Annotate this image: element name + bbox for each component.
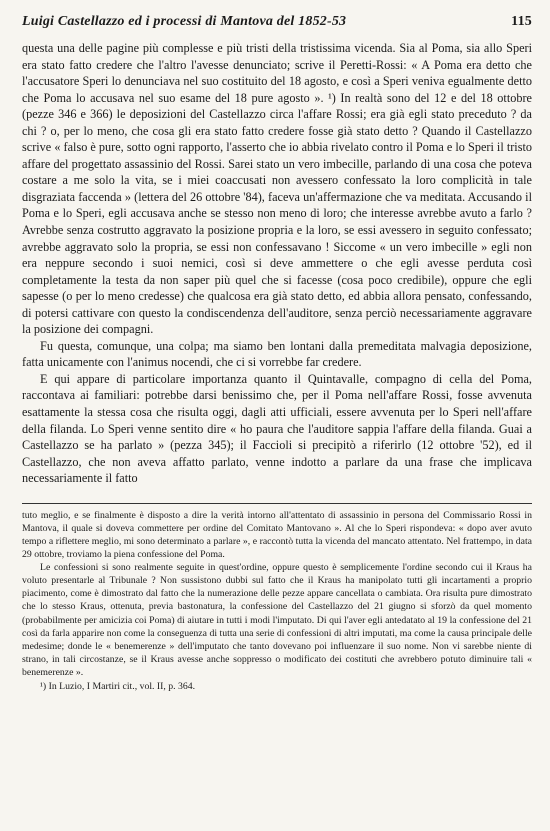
footnote-reference: ¹) In Luzio, I Martiri cit., vol. II, p. 364. — [40, 680, 196, 692]
footnotes — [22, 509, 532, 693]
footnote-paragraph: Le confessioni si sono realmente seguite in quest'ordine, oppure questo è semplicemente l'ordine secondo cui il Kraus ha voluto presentarle al Tribunale ? Non sussistono dubbi sul fatto che il Kraus ha manipolato tutti gli incartamenti a proprio piacimento, come è dimostrato dal fatto che la numerazione delle pezze appare cancellata o cambiata. Ora risulta pure dimostrato che lo stesso Kraus, ottenuta, previa bastonatura, la confessione del Castellazzo del 21 giugno si sforzò da quel momento (probabilmente per amicizia coi Poma) di aiutare in tutti i modi l'imputato. Di qui l'aver egli antedatato al 19 la confessione del 21 così da farla apparire non come la conseguenza di tutta una serie di confessioni di altri imputati, ma come la causa principale delle medesime; donde le « benemerenze » dell'imputato che tanto dovevano poi influenzare il suo nome. Non vi sarebbe niente di strano, in tali circostanze, se il Kraus avesse anche soppresso o modificato dei costituti che avrebbero potuto diminuire tali « benemerenze ». — [22, 562, 532, 678]
body-paragraph: questa una delle pagine più complesse e più tristi della tristissima vicenda. Sia al Poma, sia allo Speri era stato fatto credere che l'altro l'avesse denunciato; scrive il Peretti-Rossi: « A Poma era detto che l'accusatore Speri lo denunciava nel suo costituito del 18 agosto, e così a Speri veniva egualmente detto che Poma lo accusava nel suo esame del 18 pure agosto ». ¹) In realtà sono del 12 e del 18 ottobre (pezze 346 e 366) le deposizioni del Castellazzo circa l'affare Rossi; era già egli stato preceduto ? da chi ? o, per lo meno, che cosa gli era stato fatto credere fosse già stato detto ? Quando il Castellazzo scrive « falso è pure, sotto ogni rapporto, l'asserto che io abbia rivelato contro il Poma e lo Speri il tristo affare del progettato assassinio del Rossi. Sarei stato un vero imbecille, parlando di una cosa che poteva costare a me solo la vita, se i miei coaccusati non avessero confessato la loro complicità in tale disgraziata faccenda » (lettera del 26 ottobre '84), faceva un'affermazione che va meditata. Accusando il Poma e lo Speri, egli accusava anche se stesso non meno di loro; che interesse avrebbe avuto a farlo ? Avrebbe senza costrutto aggravato la posizione propria e la loro, se essi avessero in seguito confessato; avrebbe aggravato solo la propria, se essi non confessavano ! Siccome « un vero imbecille » egli non era neppure secondo i suoi nemici, così si deve ammettere o che egli avesse perduta così completamente la testa da non saper più quel che si facesse (cosa poco credibile), oppure che egli sapesse (o per lo meno credesse) che qualcosa era già stato detto, ed abbia allora pensato, confessando, di potersi cattivare con questo la condiscendenza dell'auditore, senza perciò necessariamente aggravare la posizione dei compagni. — [22, 41, 532, 337]
page-number: 115 — [511, 14, 532, 29]
body-paragraph: Fu questa, comunque, una colpa; ma siamo ben lontani dalla premeditata malvagia deposizione, fatta unicamente con l'animus nocendi, che ci si vorrebbe far credere. — [22, 338, 532, 370]
document-page — [22, 14, 532, 693]
footnote-divider — [22, 503, 532, 504]
page-header — [22, 14, 532, 30]
footnote-paragraph: tuto meglio, e se finalmente è disposto a dire la verità intorno all'attentato di assassinio in persona del Commissario Rossi in Mantova, il quale si doveva commettere per ordine del Comitato Mantovano ». Al che lo Speri rispondeva: « dopo aver avuto tempo a riflettere meglio, mi sono determinato a parlare », e raccontò tutta la vicenda del mancato attentato. Nel frattempo, in data 29 ottobre, troviamo la piena confessione del Poma. — [22, 509, 532, 561]
main-text — [22, 40, 532, 487]
running-title: Luigi Castellazzo ed i processi di Mantova del 1852-53 — [22, 14, 347, 29]
body-paragraph: E qui appare di particolare importanza quanto il Quintavalle, compagno di cella del Poma, raccontava ai familiari: potrebbe darsi benissimo che, per il Poma nell'affare Rossi, fosse avvenuta esattamente la stessa cosa che risulta oggi, dagli atti ufficiali, essere avvenuta per lo Speri nell'affare della filanda. Lo Speri venne sentito dire « ho paura che l'auditore sappia l'affare della filanda. Guai a Castellazzo se ha parlato » (pezza 345); il Faccioli si precipitò a riferirlo (12 ottobre '52), ed il Castellazzo, che non aveva affatto parlato, venne indotto a parlare da una frase che implicava necessariamente il fatto — [22, 371, 532, 486]
